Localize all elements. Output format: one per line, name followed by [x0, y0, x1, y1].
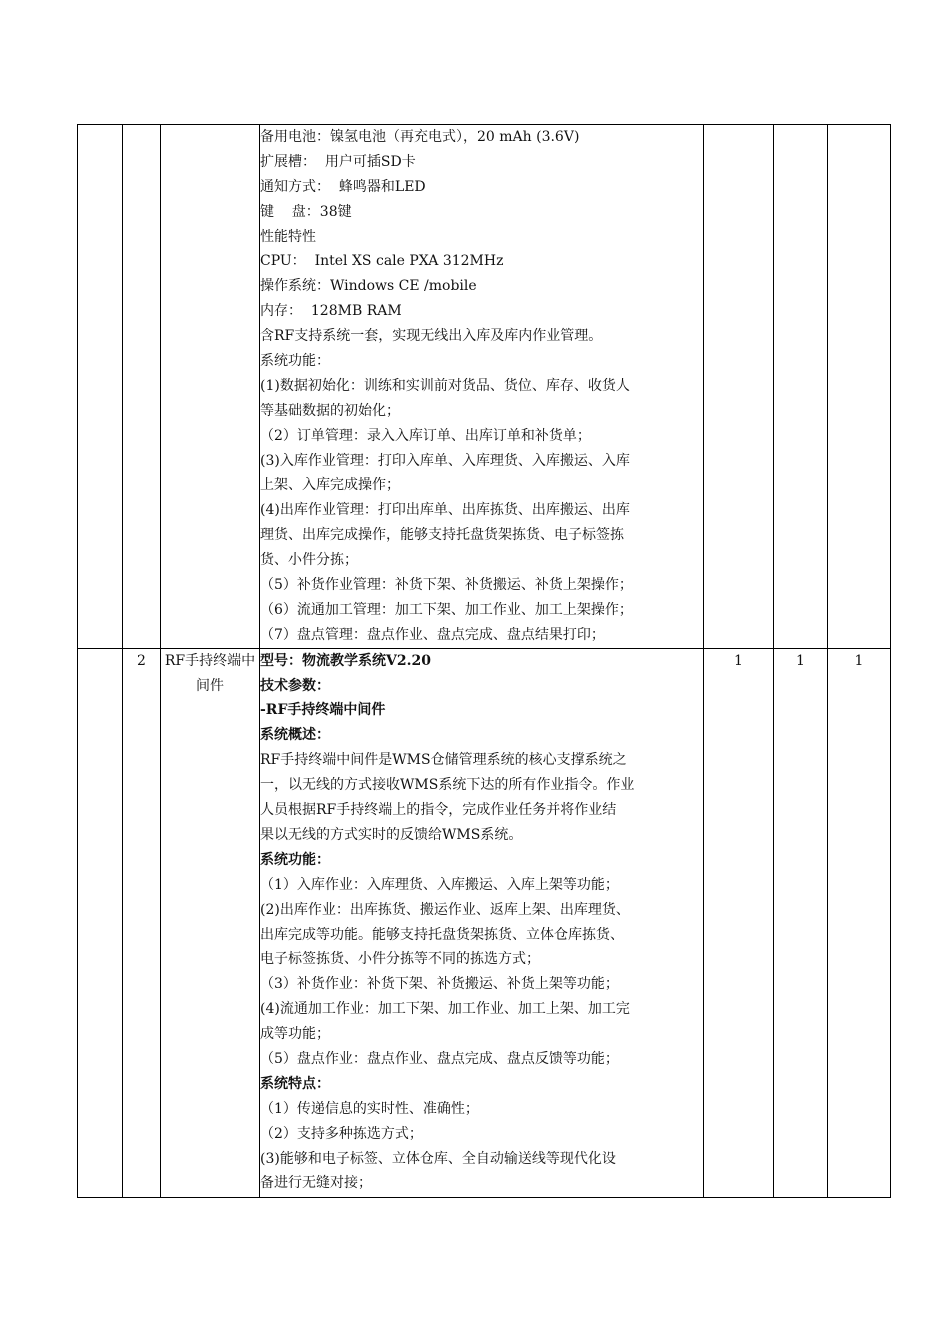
spec-line: 通知方式： 蜂鸣器和LED — [260, 178, 426, 195]
quantity-cell — [704, 125, 774, 649]
quantity-cell: 1 — [704, 648, 774, 1197]
spec-line: （1）传递信息的实时性、准确性； — [260, 1100, 479, 1117]
spec-line: -RF手持终端中间件 — [260, 702, 386, 719]
spec-line: (4)流通加工作业：加工下架、加工作业、加工上架、加工完 — [260, 1001, 630, 1018]
spec-line: 出库完成等功能。能够支持托盘货架拣货、立体仓库拣货、 — [260, 926, 624, 943]
spec-line: 含RF支持系统一套，实现无线出入库及库内作业管理。 — [260, 328, 603, 345]
spec-lines — [260, 125, 703, 648]
spec-line: (3)能够和电子标签、立体仓库、全自动输送线等现代化设 — [260, 1150, 616, 1167]
spec-line: （7）盘点管理：盘点作业、盘点完成、盘点结果打印； — [260, 626, 605, 643]
spec-table — [77, 124, 891, 1198]
unit-cell — [774, 125, 828, 649]
spec-line: （5）盘点作业：盘点作业、盘点完成、盘点反馈等功能； — [260, 1050, 619, 1067]
spec-line: （3）补货作业：补货下架、补货搬运、补货上架等功能； — [260, 976, 619, 993]
spec-line: 型号：物流教学系统V2.20 — [260, 652, 431, 669]
item-name-cell — [161, 125, 260, 649]
index-cell — [78, 125, 123, 649]
spec-line: 内存： 128MB RAM — [260, 303, 402, 320]
index-cell — [78, 648, 123, 1197]
spec-line: (4)出库作业管理：打印出库单、出库拣货、出库搬运、出库 — [260, 502, 630, 519]
spec-line: 成等功能； — [260, 1026, 330, 1043]
spec-line: 理货、出库完成操作，能够支持托盘货架拣货、电子标签拣 — [260, 527, 624, 544]
spec-line: （5）补货作业管理：补货下架、补货搬运、补货上架操作； — [260, 577, 633, 594]
spec-line: （2）支持多种拣选方式； — [260, 1125, 423, 1142]
count-cell: 1 — [828, 648, 891, 1197]
spec-line: 人员根据RF手持终端上的指令，完成作业任务并将作业结 — [260, 802, 617, 819]
spec-cell — [260, 125, 704, 649]
table-row — [78, 125, 891, 649]
spec-line: (3)入库作业管理：打印入库单、入库理货、入库搬运、入库 — [260, 452, 630, 469]
spec-line: 果以无线的方式实时的反馈给WMS系统。 — [260, 826, 523, 843]
table-row — [78, 648, 891, 1197]
spec-line: 上架、入库完成操作； — [260, 477, 400, 494]
unit-cell: 1 — [774, 648, 828, 1197]
item-number-cell: 2 — [123, 648, 161, 1197]
spec-line: 一，以无线的方式接收WMS系统下达的所有作业指令。作业 — [260, 777, 635, 794]
spec-lines — [260, 649, 703, 1197]
spec-line: 等基础数据的初始化； — [260, 402, 400, 419]
spec-line: 操作系统：Windows CE /mobile — [260, 278, 477, 295]
spec-line: (1)数据初始化：训练和实训前对货品、货位、库存、收货人 — [260, 377, 630, 394]
spec-cell — [260, 648, 704, 1197]
spec-line: 备用电池：镍氢电池（再充电式），20 mAh (3.6V) — [260, 129, 580, 145]
spec-line: 货、小件分拣； — [260, 552, 358, 569]
spec-line: 系统功能： — [260, 851, 330, 868]
spec-line: 系统功能： — [260, 353, 330, 370]
item-name-cell: RF手持终端中间件 — [161, 648, 260, 1197]
spec-line: 电子标签拣货、小件分拣等不同的拣选方式； — [260, 951, 540, 968]
spec-line: （6）流通加工管理：加工下架、加工作业、加工上架操作； — [260, 601, 633, 618]
spec-line: 键 盘：38键 — [260, 203, 352, 220]
item-number-cell — [123, 125, 161, 649]
spec-line: 技术参数： — [260, 677, 330, 694]
spec-line: RF手持终端中间件是WMS仓储管理系统的核心支撑系统之 — [260, 752, 627, 769]
spec-line: 系统概述： — [260, 727, 330, 744]
spec-line: 备进行无缝对接； — [260, 1175, 372, 1192]
spec-line: CPU： Intel XS cale PXA 312MHz — [260, 253, 504, 270]
spec-line: 系统特点： — [260, 1075, 330, 1092]
spec-line: 性能特性 — [260, 228, 316, 245]
count-cell — [828, 125, 891, 649]
spec-line: （1）入库作业：入库理货、入库搬运、入库上架等功能； — [260, 876, 619, 893]
spec-line: （2）订单管理：录入入库订单、出库订单和补货单； — [260, 427, 591, 444]
spec-line: 扩展槽： 用户可插SD卡 — [260, 153, 416, 170]
spec-line: (2)出库作业：出库拣货、搬运作业、返库上架、出库理货、 — [260, 901, 630, 918]
